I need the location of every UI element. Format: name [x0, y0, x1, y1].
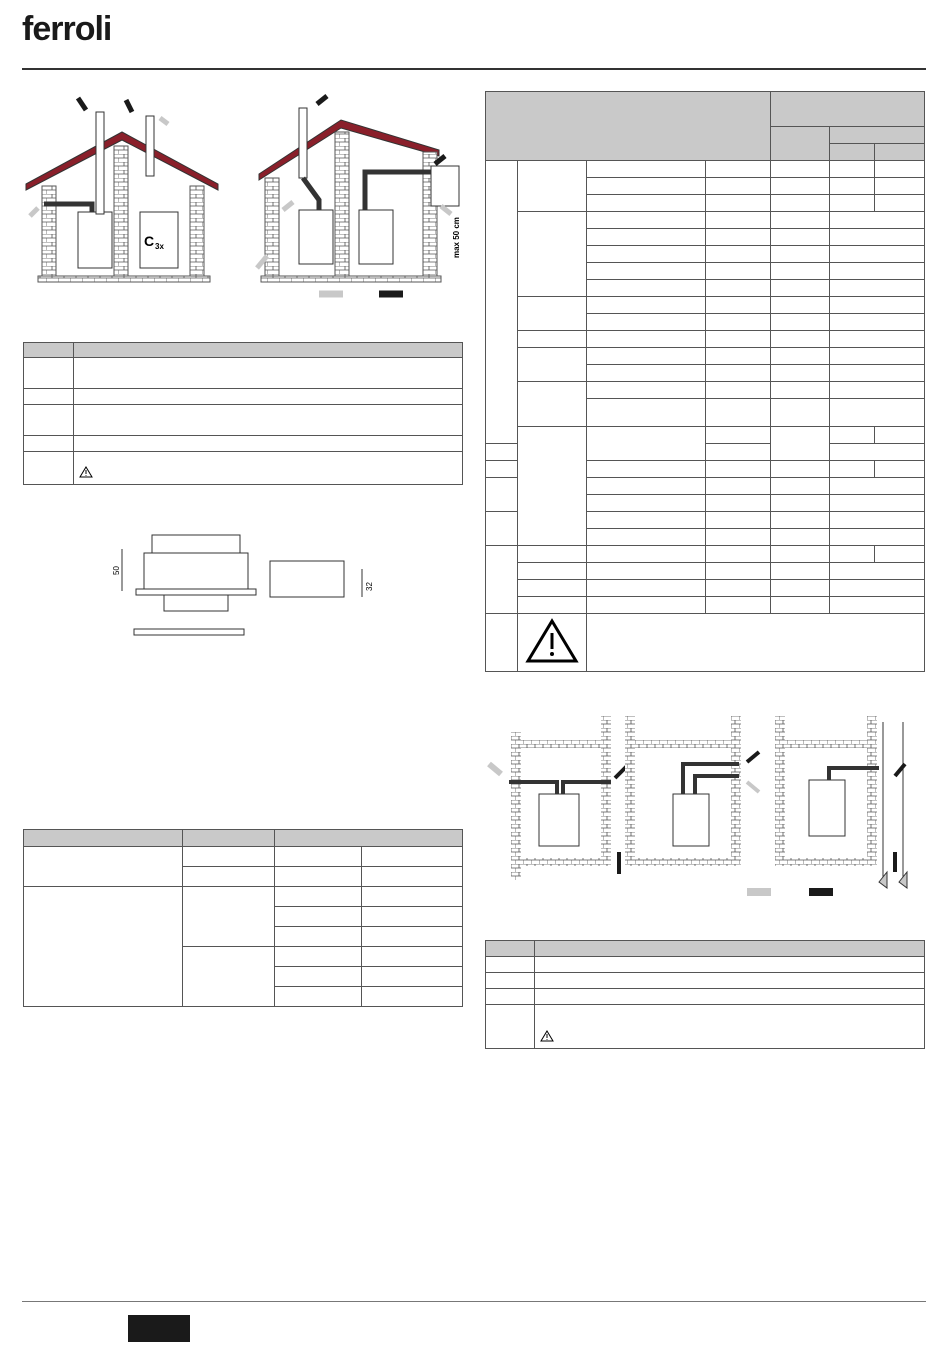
right-main-table: [485, 91, 925, 672]
dim-32: 32: [365, 582, 374, 591]
warning-icon: [540, 1030, 554, 1042]
warning-icon: [79, 466, 93, 478]
right-bottom-table: [485, 940, 925, 1049]
house-c5x-figure: [255, 90, 465, 310]
house-c3x-figure: [22, 90, 222, 290]
dimension-figure: [108, 525, 388, 645]
c3x-label: C: [144, 233, 155, 249]
wall-boiler-figure: [483, 712, 927, 908]
left-table-2: [23, 829, 463, 1007]
footer-rule: [22, 1301, 926, 1302]
dim-50: 50: [112, 566, 121, 575]
max-label: max 50 cm: [452, 217, 461, 258]
warning-icon-large: [525, 617, 579, 665]
language-tab: [128, 1315, 190, 1342]
left-table-1: [23, 342, 463, 485]
brand-logo: ferroli: [22, 10, 112, 48]
c3x-sub: 3x: [155, 242, 164, 251]
header-rule: [22, 68, 926, 70]
